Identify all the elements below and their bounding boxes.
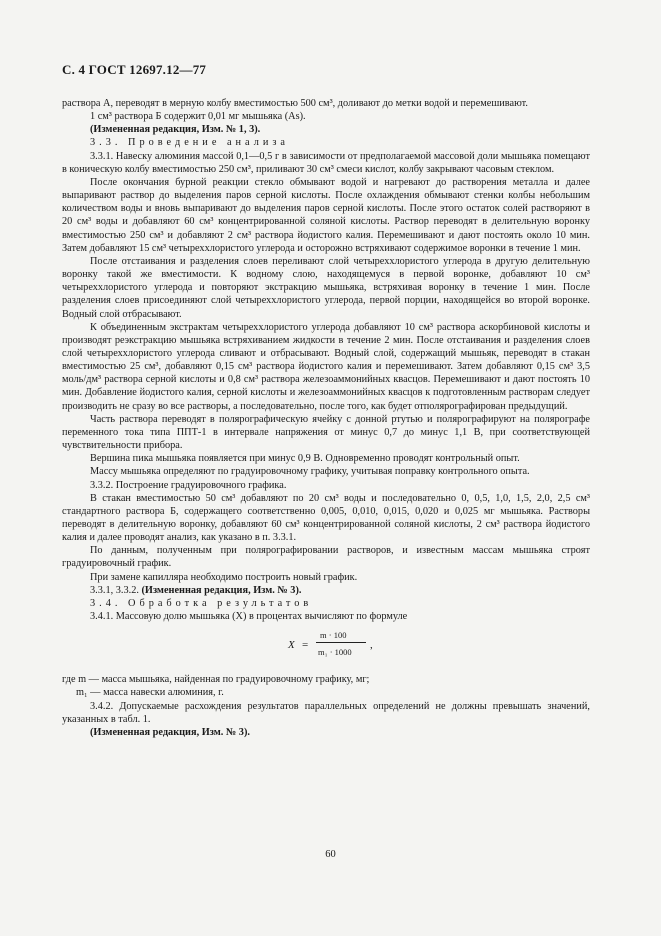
page-header: С. 4 ГОСТ 12697.12—77 bbox=[62, 62, 207, 77]
revision-note: (Измененная редакция, Изм. № 1, 3). bbox=[90, 124, 261, 136]
definition-text: масса навески алюминия, г. bbox=[103, 687, 224, 699]
definition-symbol: m₁ — bbox=[76, 687, 101, 699]
paragraph: Вершина пика мышьяка появляется при минус 0,9 В. Одновременно проводят контрольный опыт. bbox=[90, 453, 520, 465]
formula-numerator: m · 100 bbox=[320, 630, 347, 641]
revision-note bbox=[62, 584, 590, 597]
formula-comma: , bbox=[370, 639, 373, 652]
revision-note: (Измененная редакция, Изм. № 3). bbox=[90, 726, 250, 738]
paragraph: При замене капилляра необходимо построить новый график. bbox=[90, 571, 358, 583]
paragraph: После отстаивания и разделения слоев переливают слой четыреххлористого углерода в другую делительную воронку такой же вместимости. К водному слою, находящемуся в первой воронке, добавляют 10 см³ четыреххлористого углерода и повторяют экстракцию мышьяка, встряхивая воронку в течение 1 мин. После разделения слоев присоединяют слой четыреххлористого углерода, первой порции, находящейся во второй воронке. Водный слой отбрасывают. bbox=[62, 255, 590, 320]
clause-reference: 3.3.1, 3.3.2. bbox=[90, 584, 139, 596]
paragraph: 3.3.1. Навеску алюминия массой 0,1—0,5 г в зависимости от предполагаемой массовой доли мышьяка помещают в коническую колбу вместимостью 250 см³, приливают 30 см³ смеси кислот, колбу закрывают часовым стеклом. bbox=[62, 150, 590, 175]
definition-line bbox=[62, 673, 590, 686]
paragraph: Часть раствора переводят в полярографическую ячейку с донной ртутью и полярографируют на полярографе переменного тока типа ППТ-1 в интервале напряжения от минус 0,7 до минус 1,1 В, при соответствующей чувствительности прибора. bbox=[62, 413, 590, 452]
subsection-heading: 3.3.2. Построение градуировочного графика. bbox=[90, 479, 287, 491]
paragraph: 3.4.2. Допускаемые расхождения результатов параллельных определений не должны превышать значений, указанных в табл. 1. bbox=[62, 700, 590, 725]
paragraph: Массу мышьяка определяют по градуировочному графику, учитывая поправку контрольного опыта. bbox=[90, 466, 530, 478]
revision-label: (Измененная редакция, Изм. № 3). bbox=[141, 584, 302, 596]
formula-denominator: m₁ · 1000 bbox=[318, 647, 352, 658]
section-heading: 3.4. Обработка результатов bbox=[90, 597, 313, 609]
formula-lhs: X bbox=[288, 639, 295, 652]
page-number: 60 bbox=[325, 849, 336, 860]
paragraph: По данным, полученным при полярографировании растворов, и известным массам мышьяка строят градуировочный график. bbox=[62, 545, 590, 570]
paragraph: раствора А, переводят в мерную колбу вместимостью 500 см³, доливают до метки водой и перемешивают. bbox=[62, 98, 528, 109]
paragraph: После окончания бурной реакции стекло обмывают водой и нагревают до растворения металла и далее выпаривают раствор до выделения паров серной кислоты. После охлаждения обмывают стенки колбы небольшим количеством воды и вновь выпаривают до выделения паров серной кислоты. После этого остаток солей растворяют в 20 см³ воды и добавляют 60 см³ концентрированной соляной кислоты. Раствор переводят в делительную воронку вместимостью 250 см³ и добавляют 2 см³ раствора йодистого калия. Перемешивают и дают постоять около 10 мин. Затем добавляют 15 см³ четыреххлористого углерода и осторожно встряхивают содержимое воронки в течение 1 мин. bbox=[62, 176, 590, 254]
definition-line bbox=[62, 686, 590, 699]
definition-symbol: где m — bbox=[62, 674, 99, 686]
paragraph: В стакан вместимостью 50 см³ добавляют по 20 см³ воды и последовательно 0, 0,5, 1,0, 1,5, 2,0, 2,5 см³ стандартного раствора Б, содержащего соответственно 0,005, 0,010, 0,015, 0,020 и 0,025 мг мышьяка. Растворы переводят в делительную воронку, добавляют 60 см³ концентрированной соляной кислоты, 2 см³ раствора йодистого калия и далее проводят анализ, как указано в п. 3.3.1. bbox=[62, 492, 590, 544]
formula-equals: = bbox=[302, 639, 309, 652]
paragraph: 3.4.1. Массовую долю мышьяка (X) в процентах вычисляют по формуле bbox=[90, 611, 408, 623]
fraction-bar bbox=[316, 642, 366, 643]
formula bbox=[62, 627, 590, 667]
definition-text: масса мышьяка, найденная по градуировочному графику, мг; bbox=[101, 674, 370, 686]
document-body bbox=[62, 97, 590, 739]
paragraph: 1 см³ раствора Б содержит 0,01 мг мышьяка (As). bbox=[90, 111, 306, 123]
section-heading: 3.3. Проведение анализа bbox=[90, 137, 289, 149]
paragraph: К объединенным экстрактам четыреххлористого углерода добавляют 10 см³ раствора аскорбиновой кислоты и производят реэкстракцию мышьяка встряхиванием жидкости в течение 2 мин. После отстаивания и разделения слоев слой четыреххлористого углерода сливают и отбрасывают. Водный слой, содержащий мышьяк, переводят в стакан вместимостью 25 см³, добавляют 0,15 см³ раствора йодистого калия и перемешивают. Затем добавляют 0,15 см³ 3,5 моль/дм³ раствора серной кислоты и 0,8 см³ раствора железоаммонийных квасцов. Перемешивают и дают постоять 10 мин. Добавление йодистого калия, серной кислоты и железоаммонийных квасцов к подготовленным растворам следует производить не сразу во все растворы, а последовательно, после того, как будет отполярографирован предыдущий. bbox=[62, 321, 590, 412]
